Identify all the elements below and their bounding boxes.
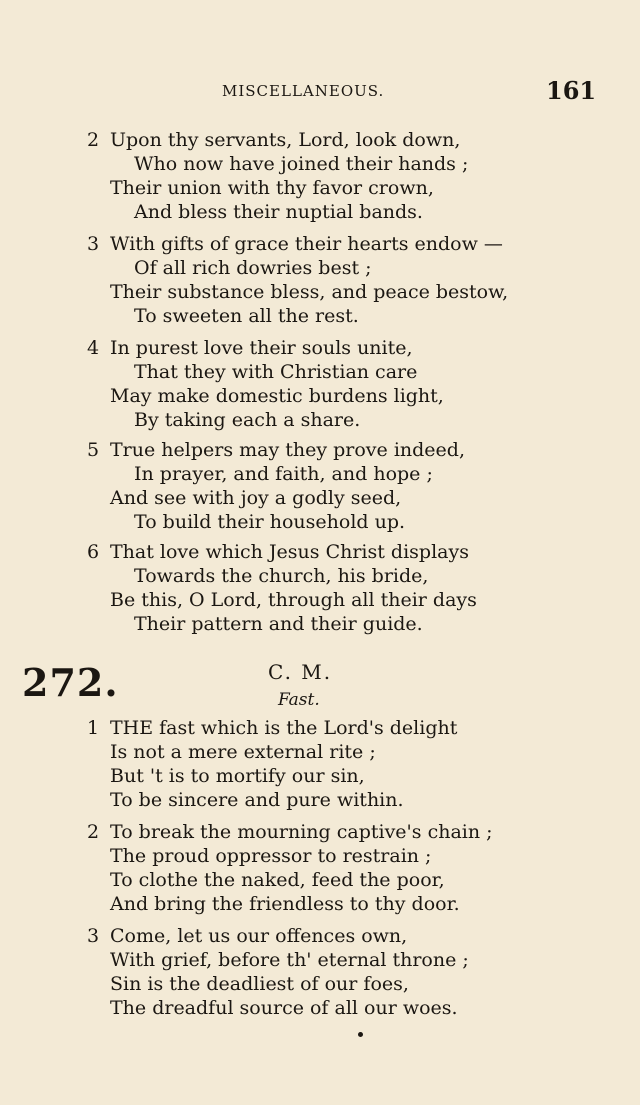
verse-line: Of all rich dowries best ; <box>134 257 372 279</box>
stanza-number: 5 <box>87 439 100 461</box>
verse-line: To sweeten all the rest. <box>134 305 359 327</box>
verse-line: With grief, before th' eternal throne ; <box>110 949 469 971</box>
verse-line: Is not a mere external rite ; <box>110 741 376 763</box>
verse-line: To be sincere and pure within. <box>110 789 404 811</box>
verse-line: To clothe the naked, feed the poor, <box>110 869 445 891</box>
verse-line: The proud oppressor to restrain ; <box>110 845 432 867</box>
verse-line: Sin is the deadliest of our foes, <box>110 973 409 995</box>
verse-line: And bring the friendless to thy door. <box>110 893 460 915</box>
verse-line: Be this, O Lord, through all their days <box>110 589 477 611</box>
stanza-number: 6 <box>87 541 100 563</box>
page-number: 161 <box>546 76 597 105</box>
verse-line: Their pattern and their guide. <box>134 613 423 635</box>
hymn-subject: Fast. <box>278 690 320 710</box>
verse-line: With gifts of grace their hearts endow — <box>110 233 503 255</box>
verse-line: Come, let us our offences own, <box>110 925 408 947</box>
hymn-number: 272. <box>22 660 119 705</box>
verse-line: And see with joy a godly seed, <box>110 487 402 509</box>
printer-mark <box>358 1032 363 1037</box>
verse-line: To break the mourning captive's chain ; <box>110 821 493 843</box>
verse-line: Their substance bless, and peace bestow, <box>110 281 509 303</box>
running-head: MISCELLANEOUS. <box>222 82 385 100</box>
hymn-meter: C. M. <box>268 660 333 684</box>
stanza-number: 3 <box>87 925 100 947</box>
verse-line: That they with Christian care <box>134 361 418 383</box>
page-header <box>0 76 640 106</box>
stanza-number: 4 <box>87 337 100 359</box>
verse-line: That love which Jesus Christ displays <box>110 541 469 563</box>
stanza-number: 2 <box>87 821 100 843</box>
verse-line: Who now have joined their hands ; <box>134 153 469 175</box>
verse-line: Towards the church, his bride, <box>134 565 429 587</box>
verse-line: And bless their nuptial bands. <box>134 201 423 223</box>
verse-line: THE fast which is the Lord's delight <box>110 717 458 739</box>
verse-line: May make domestic burdens light, <box>110 385 444 407</box>
verse-line: But 't is to mortify our sin, <box>110 765 365 787</box>
stanza-number: 1 <box>87 717 100 739</box>
verse-line: By taking each a share. <box>134 409 361 431</box>
stanza-number: 3 <box>87 233 100 255</box>
verse-line: The dreadful source of all our woes. <box>110 997 458 1019</box>
stanza-number: 2 <box>87 129 100 151</box>
verse-line: Their union with thy favor crown, <box>110 177 434 199</box>
verse-line: True helpers may they prove indeed, <box>110 439 465 461</box>
verse-line: In prayer, and faith, and hope ; <box>134 463 433 485</box>
verse-line: To build their household up. <box>134 511 406 533</box>
verse-line: Upon thy servants, Lord, look down, <box>110 129 461 151</box>
verse-line: In purest love their souls unite, <box>110 337 413 359</box>
